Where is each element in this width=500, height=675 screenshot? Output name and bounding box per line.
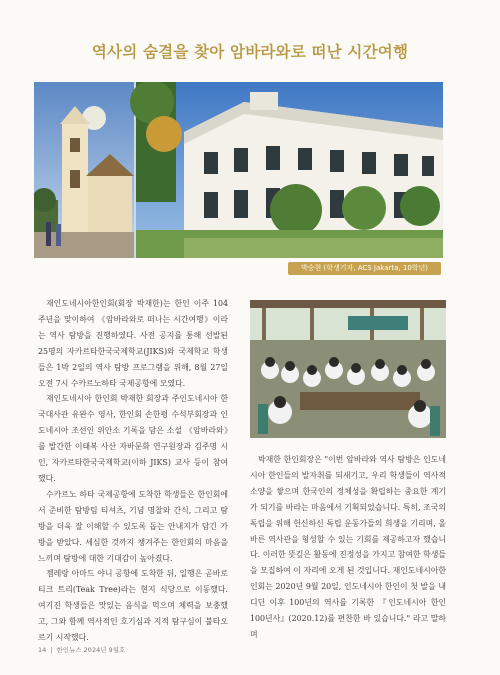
paragraph: 젬레랑 아마드 야니 공항에 도착한 뒤, 일행은 곧바로 티크 트리(Teak Tree)라는 현지 식당으로 이동했다. 여기진 학생들은 맛있는 음식을 먹으며 체력을 보충했고, 그와 함께 역사적인 호기심과 지적 탐구심이 불타오르기 시작했다. [38,569,228,643]
article-right-column [250,452,446,643]
paragraph: 재인도네시아 한인회 박재한 회장과 주인도네시아 한국대사관 유완수 영사, 한인회 손한평 수석부회장과 인도네시아 조선인 위안소 기록을 담은 소설 《암바라와》를 발간한 이태복 사산 자바문화 연구원장과 김주명 시인, 자카르타한국국제학교(이하 JIKS) 교사 등이 참여했다. [38,394,228,483]
article-title: 역사의 숨결을 찾아 암바라와로 떠난 시간여행 [91,43,409,61]
page-footer [38,645,125,654]
paragraph: 박재한 한인회장은 "이번 암바라와 역사 탐방은 인도네시아 한인들의 발자취를 되새기고, 우리 학생들이 역사적 소양을 쌓으며 한국인의 정체성을 확립하는 중요한 계기가 되기를 바라는 마음에서 기획되었습니다. 특히, 조국의 독립을 위해 헌신하신 독립 운동가들의 희생을 기리며, 올바른 역사관을 형성할 수 있는 기회를 제공하고자 했습니다. 이러한 뜻깊은 활동에 진정성을 가지고 참여한 학생들을 모집하여 이 자리에 오게 된 것입니다. 재인도네시아한인회는 2020년 9월 20일, 인도네시아 한인이 첫 발을 내디딘 이후 100년의 역사를 기록한 『인도네시아 한인 100년사』(2020.12)를 편찬한 바 있습니다." 라고 말하며 [250,455,446,639]
top-photo-collage [34,82,443,258]
dining-hall-photo [250,300,446,438]
article-left-column [38,296,228,646]
publication-name: 한인뉴스 2024년 9월호 [56,646,126,654]
paragraph: 수카르노 하타 국제공항에 도착한 학생들은 한인회에서 준비한 탐방팀 티셔츠, 기념 명찰와 간식, 그리고 탐방을 더욱 잘 이해할 수 있도록 돕는 안내지가 담긴 가방을 받았다. 세심한 것까지 챙겨주는 한인회의 마음을 느끼며 탐방에 대한 기대감이 높아졌다. [38,489,228,563]
students-dining-photo [250,300,446,438]
photo-caption: 박승현 (학생기자, ACS Jakarta, 10학년) [288,262,441,275]
footer-divider: | [50,646,53,654]
paragraph: 재인도네시아한인회(회장 박재한)는 한인 이주 104주년을 맞이하여 《암바라와로 떠나는 시간여행》이라는 역사 탐방을 진행하였다. 사전 공지를 통해 선발된 25명의 자카르타한국국제학교(JIKS)와 국제학교 학생들은 1박 2일의 역사 탐방 프로그램을 위해, 8월 27일 오전 7시 수카르노하타 국제공항에 모였다. [38,299,228,388]
church-and-colonial-building-photo [34,82,443,258]
page-number: 14 [38,646,47,654]
